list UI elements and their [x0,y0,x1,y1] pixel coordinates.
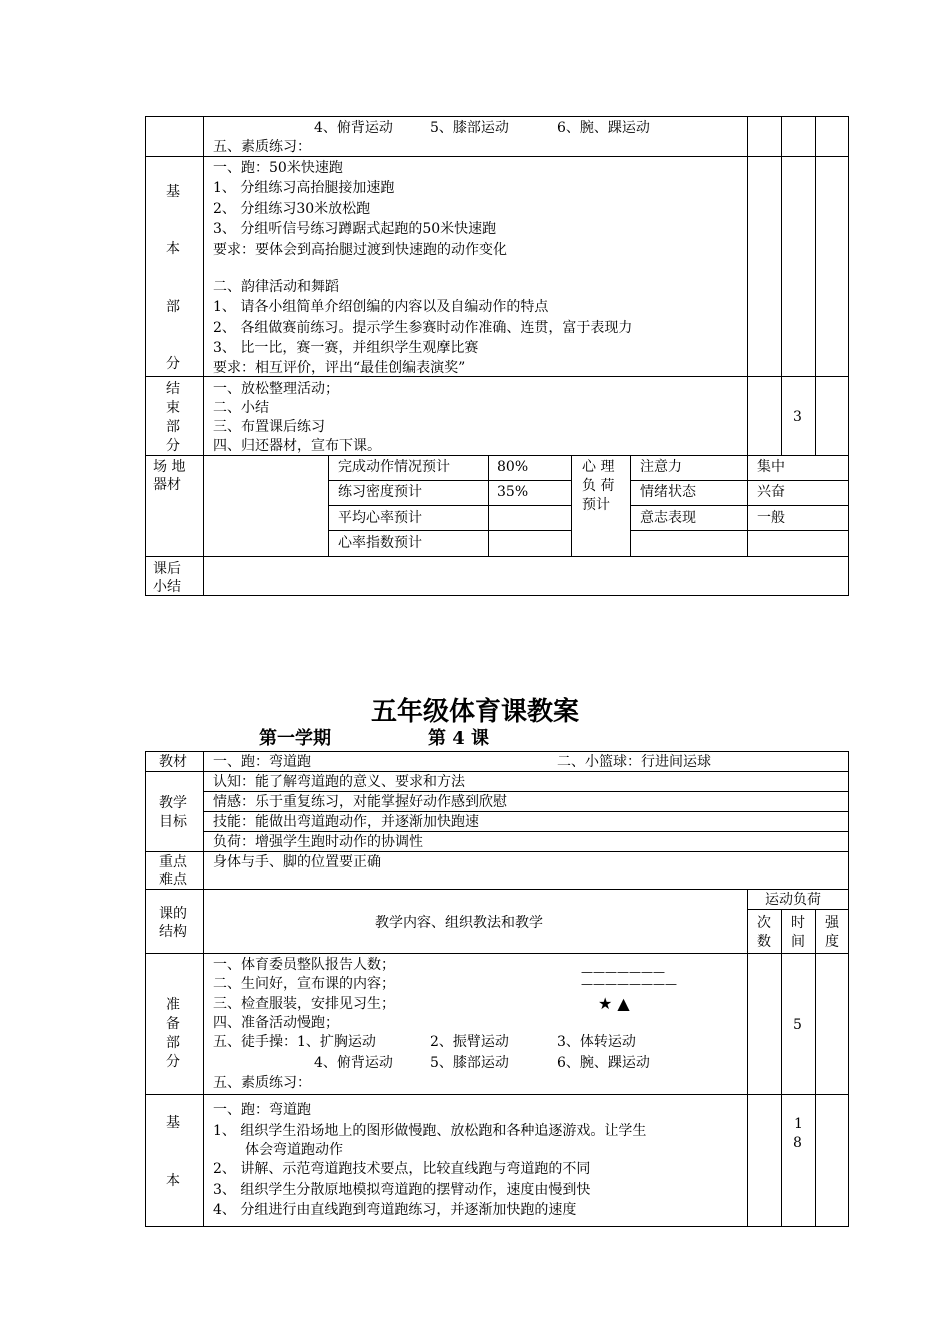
basic-line: 2、 分组练习30米放松跑 [213,201,371,217]
semester-label: 第一学期 [259,728,331,749]
col-divider [571,455,572,556]
psych-value: 集中 [757,459,785,475]
cell-divider [630,530,849,531]
basic-label-char: 分 [166,356,180,372]
cell-divider [203,811,849,812]
intensity-header: 度 [825,934,839,950]
load-header: 运动负荷 [765,892,821,908]
formation-line: ——————— [581,965,665,979]
psych-label: 负 荷 [582,478,615,494]
cell-divider [747,909,849,910]
basic-line: 一、跑：50米快速跑 [213,160,343,176]
prep-label-char: 准 [166,997,180,1013]
prediction-value: 80% [497,459,529,475]
end-line: 三、布置课后练习 [213,419,325,435]
prep-label-char: 分 [166,1054,180,1070]
cell-divider [203,831,849,832]
psych-value: 一般 [757,510,785,526]
prediction-label: 练习密度预计 [338,484,422,500]
material-item: 二、小篮球：行进间运球 [557,754,711,770]
end-label-char: 结 [166,381,180,397]
psych-item: 情绪状态 [640,484,696,500]
basic-line: 体会弯道跑动作 [245,1142,343,1158]
exercise-wrist: 6、腕、踝运动 [557,120,650,136]
end-line: 四、归还器材，宣布下课。 [213,438,381,454]
prediction-label: 心率指数预计 [338,535,422,551]
count-header: 次 [757,915,771,931]
formation-symbols: ★ ▲ [598,994,630,1013]
cell-divider [630,505,849,506]
row-divider [145,851,849,852]
material-item: 一、跑：弯道跑 [213,754,311,770]
lesson-number: 第 4 课 [428,728,490,749]
key-label: 难点 [159,872,187,888]
exercise-line: 五、徒手操：1、扩胸运动 [213,1034,376,1050]
basic-label-char: 部 [166,299,180,315]
exercise-knee: 5、膝部运动 [430,120,509,136]
psych-value: 兴奋 [757,484,785,500]
basic-line: 2、 各组做赛前练习。提示学生参赛时动作准确、连贯，富于表现力 [213,320,633,336]
prep-label-char: 部 [166,1035,180,1051]
col-divider [815,116,816,455]
goal-line: 技能：能做出弯道跑动作，并逐渐加快跑速 [213,814,479,830]
basic-time-char: 8 [793,1135,802,1151]
basic-line: 4、 分组进行由直线跑到弯道跑练习，并逐渐加快跑的速度 [213,1202,577,1218]
exercise-line: 5、膝部运动 [430,1055,509,1071]
goal-line: 负荷：增强学生跑时动作的协调性 [213,834,423,850]
cell-divider [328,530,571,531]
psych-label: 预计 [582,497,610,513]
psych-item: 意志表现 [640,510,696,526]
goals-label: 教学 [159,795,187,811]
col-divider [781,909,782,1227]
exercise-line: 2、振臂运动 [430,1034,509,1050]
time-header: 间 [791,934,805,950]
col-divider [747,116,748,455]
basic-line: 一、跑：弯道跑 [213,1102,311,1118]
end-label-char: 分 [166,438,180,454]
basic-line: 要求：要体会到高抬腿过渡到快速跑的动作变化 [213,242,507,258]
page-title: 五年级体育课教案 [370,697,579,727]
structure-label: 课的 [159,906,187,922]
col-divider [815,909,816,1227]
prep-line: 四、准备活动慢跑； [213,1015,339,1031]
end-label-char: 束 [166,400,180,416]
exercise-line: 6、腕、踝运动 [557,1055,650,1071]
time-header: 时 [791,915,805,931]
cell-divider [328,505,571,506]
exercise-line: 3、体转运动 [557,1034,636,1050]
cell-divider [328,480,571,481]
basic-label-char: 基 [166,184,180,200]
col-divider [203,116,204,596]
col-divider [203,751,204,1227]
content-header: 教学内容、组织教法和教学 [375,915,543,931]
basic-line: 3、 组织学生分散原地模拟弯道跑的摆臂动作，速度由慢到快 [213,1182,591,1198]
basic-line: 1、 组织学生沿场地上的图形做慢跑、放松跑和各种追逐游戏。让学生 [213,1123,647,1139]
end-time: 3 [793,409,802,425]
row-divider [145,1094,849,1095]
col-divider [781,116,782,455]
row-divider [145,953,849,954]
basic-line: 1、 请各小组简单介绍创编的内容以及自编动作的特点 [213,299,549,315]
basic-label-char: 本 [166,1173,180,1189]
venue-label: 场 地 [153,459,186,475]
basic-label-char: 基 [166,1115,180,1131]
basic-label-char: 本 [166,241,180,257]
basic-line: 1、 分组练习高抬腿接加速跑 [213,180,395,196]
prep-label-char: 备 [166,1016,180,1032]
key-label: 重点 [159,854,187,870]
structure-label: 结构 [159,924,187,940]
summary-label: 小结 [153,579,181,595]
prep-line: 五、素质练习： [213,1075,311,1091]
end-line: 二、小结 [213,400,269,416]
row-divider [145,556,849,557]
basic-line: 2、 讲解、示范弯道跑技术要点，比较直线跑与弯道跑的不同 [213,1161,591,1177]
basic-line: 3、 分组听信号练习蹲踞式起跑的50米快速跑 [213,221,497,237]
exercise-back: 4、俯背运动 [314,120,393,136]
prep-time: 5 [793,1017,802,1033]
psych-label: 心 理 [582,459,615,475]
prep-line: 三、检查服装，安排见习生； [213,996,395,1012]
material-label: 教材 [159,754,187,770]
basic-line: 要求：相互评价，评出“最佳创编表演奖” [213,360,466,376]
row-divider [145,889,849,890]
prediction-label: 完成动作情况预计 [338,459,450,475]
prediction-value: 35% [497,484,529,500]
venue-label: 器材 [153,477,181,493]
cell-divider [630,480,849,481]
row-divider [145,771,849,772]
prediction-label: 平均心率预计 [338,510,422,526]
basic-line: 二、韵律活动和舞蹈 [213,279,339,295]
row-divider [145,455,849,456]
psych-item: 注意力 [640,459,682,475]
basic-line: 3、 比一比，赛一赛，并组织学生观摩比赛 [213,340,479,356]
goal-line: 认知：能了解弯道跑的意义、要求和方法 [213,774,465,790]
cell-divider [203,791,849,792]
prep-line: 二、生问好，宣布课的内容； [213,976,395,992]
exercise-line: 4、俯背运动 [314,1055,393,1071]
count-header: 数 [757,934,771,950]
goals-label: 目标 [159,814,187,830]
summary-label: 课后 [153,561,181,577]
basic-time-char: 1 [794,1116,803,1132]
end-line: 一、放松整理活动； [213,381,339,397]
col-divider [747,889,748,1227]
formation-line: ———————— [581,977,677,991]
prep-line: 一、体育委员整队报告人数； [213,957,395,973]
key-text: 身体与手、脚的位置要正确 [213,854,381,870]
end-label-char: 部 [166,419,180,435]
goal-line: 情感：乐于重复练习，对能掌握好动作感到欣慰 [213,794,507,810]
intensity-header: 强 [825,915,839,931]
row-divider [145,156,849,157]
quality-practice: 五、素质练习： [213,139,311,155]
